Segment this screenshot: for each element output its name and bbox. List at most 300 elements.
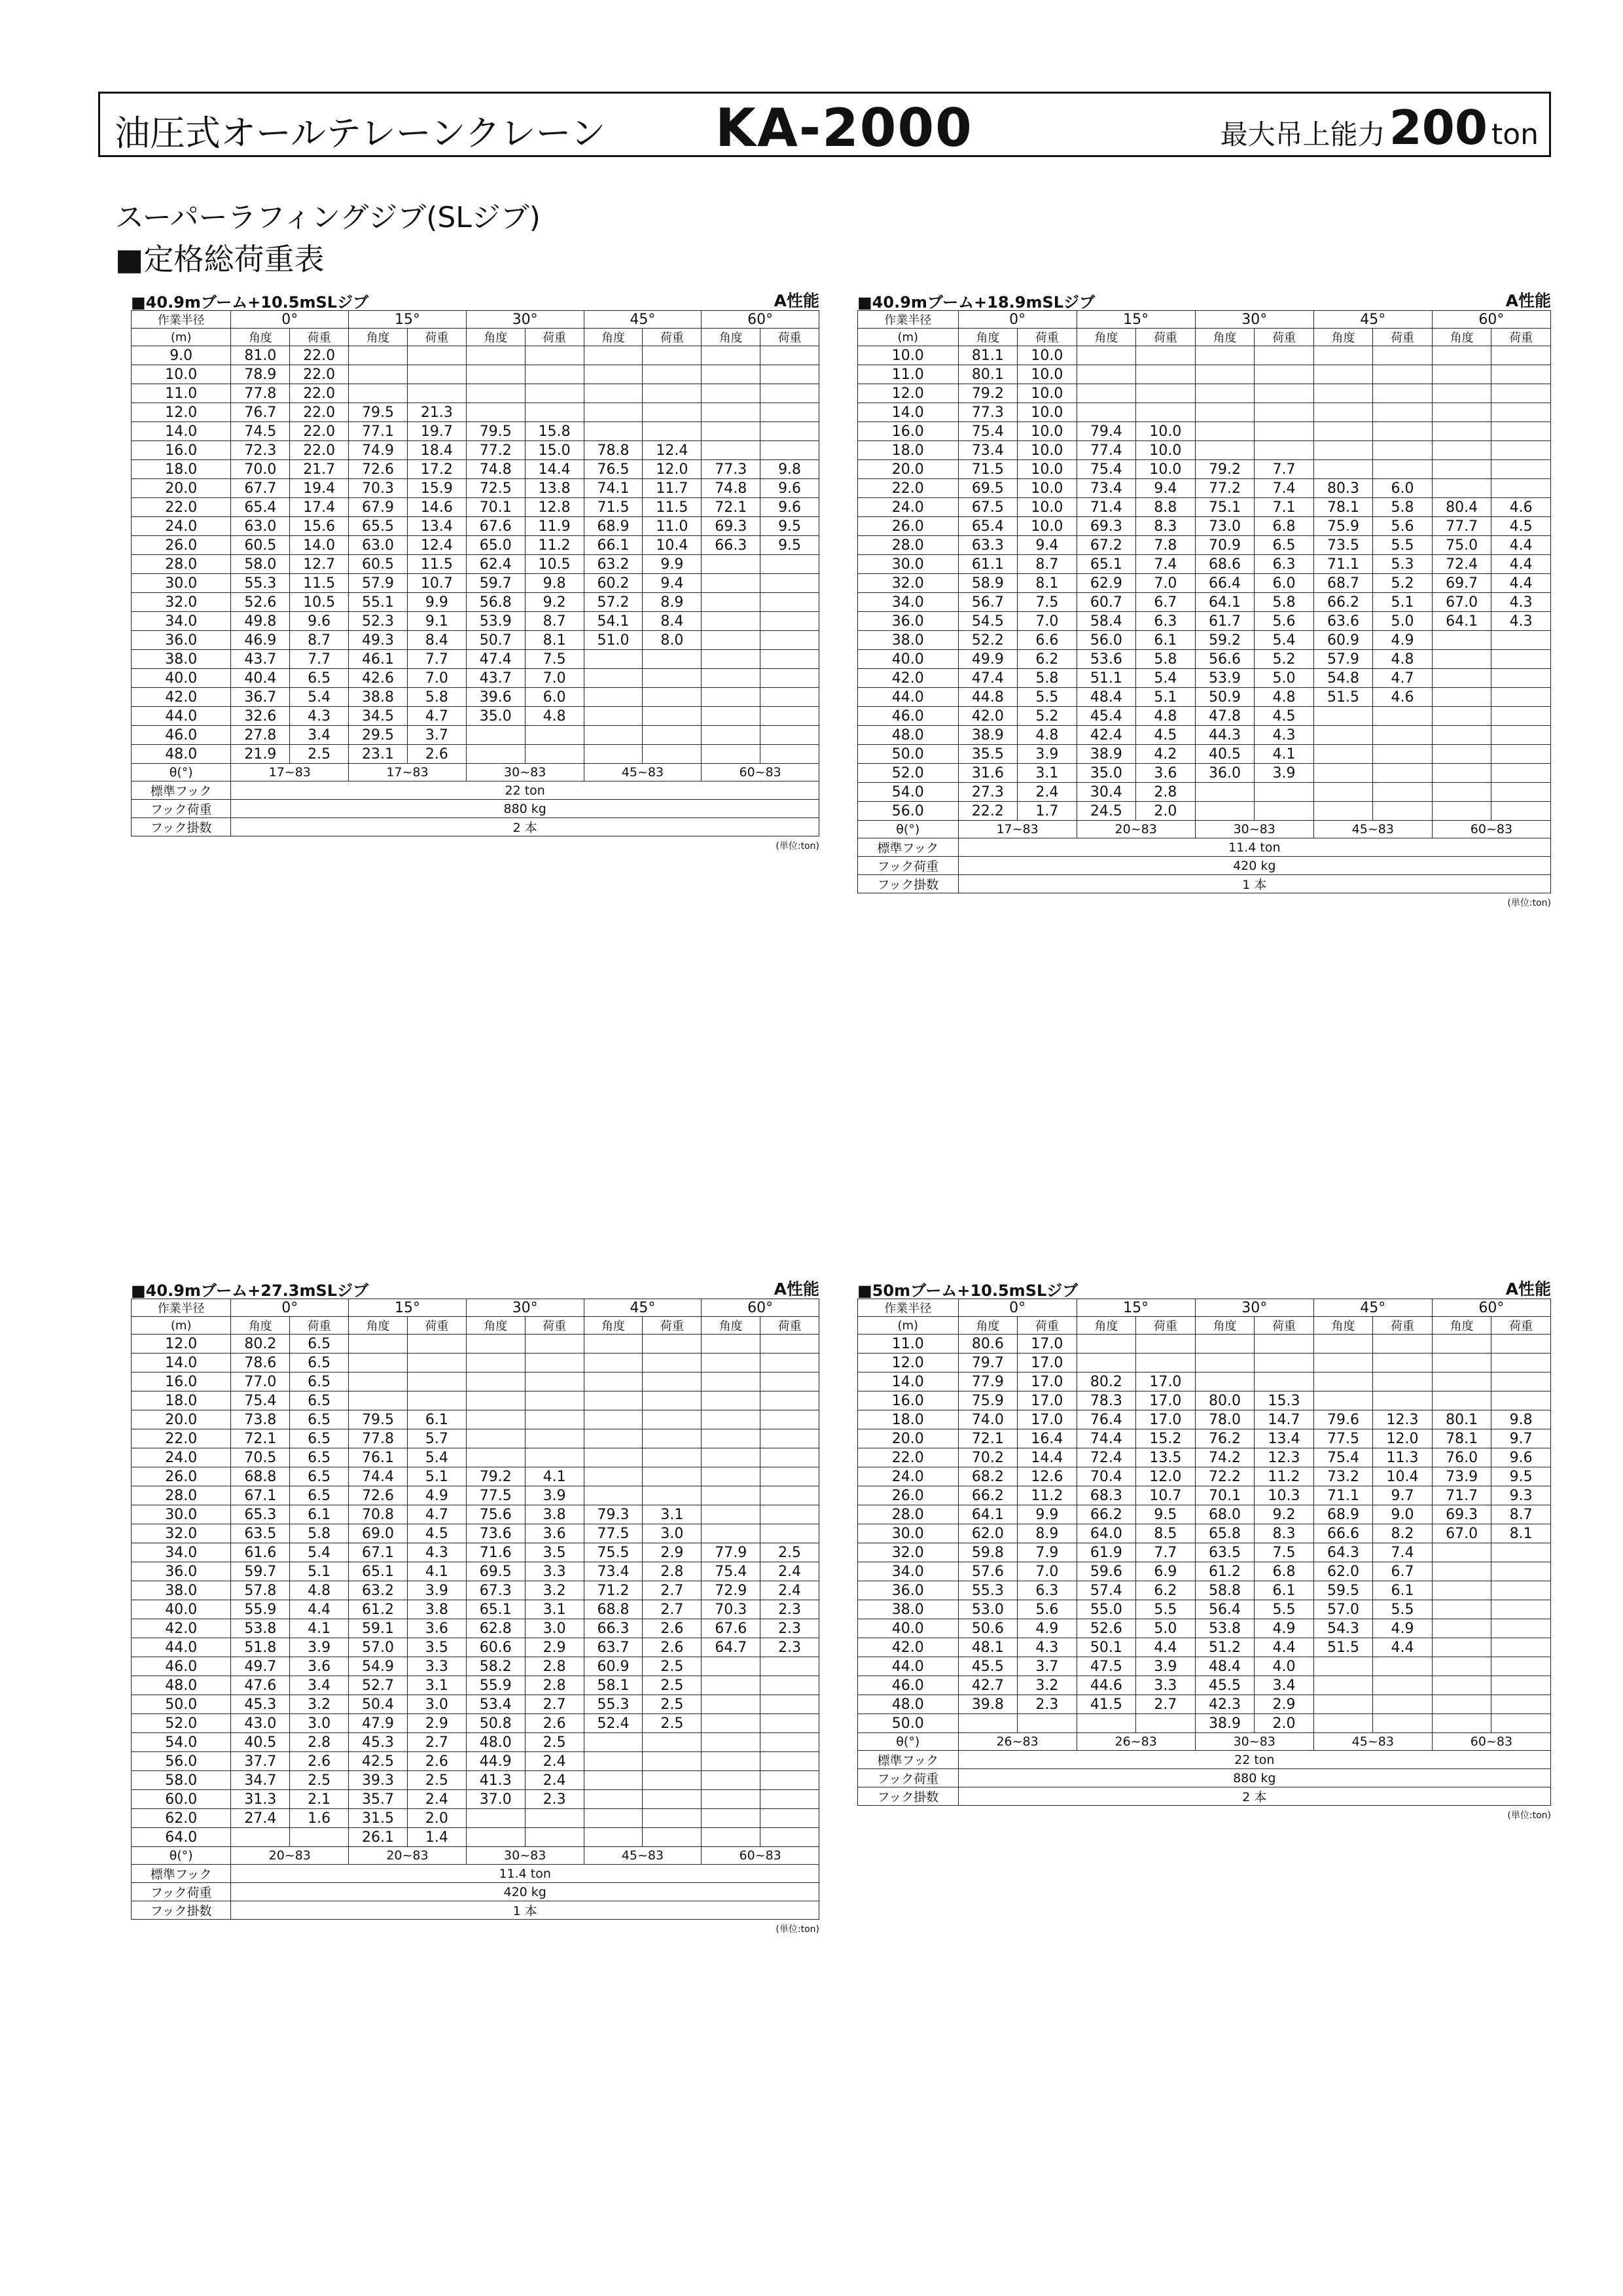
boom-angle-cell (1195, 1354, 1255, 1372)
boom-angle-cell: 73.6 (466, 1524, 525, 1543)
rated-load-cell (525, 365, 584, 384)
rated-load-cell: 4.8 (1255, 688, 1314, 707)
rated-load-cell: 4.4 (1373, 1638, 1433, 1657)
theta-range: 20~83 (1077, 821, 1195, 838)
boom-angle-cell: 78.1 (1313, 498, 1373, 517)
theta-range: 60~83 (1432, 1733, 1550, 1751)
hook-weight-value: 880 kg (231, 800, 819, 818)
boom-angle-cell: 77.3 (958, 403, 1018, 422)
boom-angle-cell: 42.4 (1077, 726, 1136, 745)
rated-load-cell: 4.9 (1018, 1619, 1077, 1638)
rated-load-cell: 8.7 (1491, 1505, 1551, 1524)
boom-angle-cell (466, 1372, 525, 1391)
boom-angle-cell: 51.2 (1195, 1638, 1255, 1657)
rated-load-cell: 2.4 (1018, 783, 1077, 802)
rated-load-cell: 12.0 (1373, 1429, 1433, 1448)
rated-load-cell (525, 1391, 584, 1410)
boom-angle-cell (1432, 1695, 1491, 1714)
rated-load-cell: 4.7 (407, 1505, 466, 1524)
radius-cell: 26.0 (132, 536, 231, 555)
rated-load-cell (760, 593, 819, 612)
rated-load-cell: 1.6 (290, 1809, 349, 1828)
rated-load-cell (525, 346, 584, 365)
hook-weight-value: 420 kg (231, 1883, 819, 1901)
rated-load-cell (1373, 1657, 1433, 1676)
load-column-header: 荷重 (643, 1317, 702, 1335)
radius-cell: 32.0 (858, 574, 959, 593)
boom-angle-cell: 50.4 (349, 1695, 408, 1714)
rated-load-cell: 7.5 (525, 650, 584, 669)
rated-load-cell: 3.1 (525, 1600, 584, 1619)
rated-load-cell: 10.5 (290, 593, 349, 612)
boom-angle-cell: 79.2 (1195, 460, 1255, 479)
rated-load-cell: 9.5 (760, 536, 819, 555)
table-row (132, 1354, 819, 1372)
rated-load-cell (1373, 1676, 1433, 1695)
rated-load-cell: 3.3 (525, 1562, 584, 1581)
boom-angle-cell: 75.9 (1313, 517, 1373, 536)
boom-angle-cell (1432, 1562, 1491, 1581)
hook-count-row (858, 875, 1551, 893)
boom-angle-cell: 68.3 (1077, 1486, 1136, 1505)
table-row (132, 1676, 819, 1695)
boom-angle-cell: 77.0 (231, 1372, 290, 1391)
boom-angle-cell: 67.9 (349, 498, 408, 517)
boom-angle-cell: 75.5 (584, 1543, 643, 1562)
boom-angle-cell: 43.0 (231, 1714, 290, 1733)
table-title-bar (857, 288, 1551, 310)
rated-load-cell (1255, 441, 1314, 460)
rated-load-cell: 5.5 (1255, 1600, 1314, 1619)
rated-load-cell: 3.3 (1136, 1676, 1196, 1695)
boom-angle-cell: 44.8 (958, 688, 1018, 707)
rated-load-cell: 6.7 (1136, 593, 1196, 612)
hook-count-label: フック掛数 (132, 818, 231, 836)
boom-angle-cell: 70.3 (702, 1600, 760, 1619)
rated-load-cell (643, 1486, 702, 1505)
boom-angle-cell (1077, 1354, 1136, 1372)
rated-load-cell (1491, 631, 1551, 650)
boom-angle-cell (584, 688, 643, 707)
rated-load-cell: 11.5 (290, 574, 349, 593)
rated-load-cell: 3.6 (290, 1657, 349, 1676)
table-row (858, 1391, 1551, 1410)
boom-angle-cell (584, 1372, 643, 1391)
boom-angle-cell (702, 1809, 760, 1828)
rated-load-cell (1373, 1335, 1433, 1354)
jib-angle-header: 45° (1313, 311, 1432, 329)
rated-load-cell: 7.1 (1255, 498, 1314, 517)
rated-load-cell (760, 688, 819, 707)
boom-angle-cell (702, 1429, 760, 1448)
rated-load-cell: 9.4 (643, 574, 702, 593)
boom-angle-cell (584, 1354, 643, 1372)
rated-load-cell: 3.9 (1255, 764, 1314, 783)
boom-angle-cell (1077, 1335, 1136, 1354)
angle-column-header: 角度 (702, 329, 760, 346)
jib-angle-header: 45° (584, 1299, 702, 1317)
theta-range: 60~83 (702, 764, 819, 781)
boom-angle-cell (1077, 1714, 1136, 1733)
rated-load-cell (1373, 403, 1433, 422)
rated-load-cell (407, 1335, 466, 1354)
radius-cell: 42.0 (858, 669, 959, 688)
boom-angle-cell (1432, 707, 1491, 726)
radius-cell: 11.0 (858, 1335, 959, 1354)
radius-cell: 48.0 (858, 726, 959, 745)
rated-load-cell (760, 1771, 819, 1790)
boom-angle-cell: 53.6 (1077, 650, 1136, 669)
rated-load-cell: 17.0 (1018, 1354, 1077, 1372)
radius-cell: 28.0 (132, 1486, 231, 1505)
boom-angle-cell (584, 1391, 643, 1410)
radius-cell: 22.0 (132, 498, 231, 517)
boom-angle-cell: 26.1 (349, 1828, 408, 1847)
rated-load-cell: 17.0 (1018, 1335, 1077, 1354)
rated-load-cell: 6.1 (1136, 631, 1196, 650)
jib-angle-header: 15° (349, 311, 467, 329)
boom-angle-cell: 54.3 (1313, 1619, 1373, 1638)
rated-load-cell: 6.5 (290, 1467, 349, 1486)
table-row (858, 1714, 1551, 1733)
rated-load-cell: 2.3 (760, 1600, 819, 1619)
radius-cell: 32.0 (132, 593, 231, 612)
rated-load-cell: 6.5 (290, 1372, 349, 1391)
rated-load-cell: 6.5 (290, 1486, 349, 1505)
radius-cell: 16.0 (132, 441, 231, 460)
rated-load-cell: 17.2 (407, 460, 466, 479)
radius-cell: 48.0 (132, 745, 231, 764)
boom-angle-cell (1313, 403, 1373, 422)
rated-load-cell: 8.0 (643, 631, 702, 650)
radius-cell: 16.0 (858, 1391, 959, 1410)
radius-cell: 20.0 (132, 479, 231, 498)
theta-range: 30~83 (466, 764, 584, 781)
rated-load-cell (1255, 384, 1314, 403)
rated-load-cell (760, 1354, 819, 1372)
rated-load-cell (760, 555, 819, 574)
jib-angle-header: 60° (702, 311, 819, 329)
boom-angle-cell (466, 1335, 525, 1354)
rated-load-cell: 4.2 (1136, 745, 1196, 764)
boom-angle-cell: 52.6 (1077, 1619, 1136, 1638)
theta-range: 26~83 (1077, 1733, 1195, 1751)
jib-subtitle: スーパーラフィングジブ(SLジブ) (115, 201, 541, 234)
boom-angle-cell (702, 1335, 760, 1354)
boom-angle-cell: 51.0 (584, 631, 643, 650)
radius-cell: 34.0 (132, 612, 231, 631)
boom-angle-cell: 68.2 (958, 1467, 1018, 1486)
radius-cell: 12.0 (858, 384, 959, 403)
radius-cell: 50.0 (858, 745, 959, 764)
rated-load-cell (1491, 802, 1551, 821)
boom-angle-cell: 71.1 (1313, 555, 1373, 574)
radius-cell: 36.0 (132, 1562, 231, 1581)
boom-angle-cell: 59.7 (466, 574, 525, 593)
unit-note: (単位:ton) (1507, 1810, 1551, 1821)
boom-angle-cell: 40.5 (1195, 745, 1255, 764)
rated-load-cell (1373, 745, 1433, 764)
radius-cell: 26.0 (858, 1486, 959, 1505)
angle-column-header: 角度 (958, 329, 1018, 346)
rated-load-cell (760, 726, 819, 745)
rated-load-cell: 4.3 (1491, 593, 1551, 612)
radius-cell: 40.0 (132, 669, 231, 688)
boom-angle-cell (702, 1391, 760, 1410)
boom-angle-cell: 63.5 (1195, 1543, 1255, 1562)
load-column-header: 荷重 (525, 329, 584, 346)
boom-angle-cell (1195, 802, 1255, 821)
rated-load-cell: 2.3 (760, 1619, 819, 1638)
rated-load-cell: 4.1 (1255, 745, 1314, 764)
rated-load-cell: 5.7 (407, 1429, 466, 1448)
radius-cell: 20.0 (132, 1410, 231, 1429)
boom-angle-cell (584, 669, 643, 688)
jib-angle-header: 0° (231, 311, 349, 329)
rated-load-cell: 13.4 (1255, 1429, 1314, 1448)
boom-angle-cell: 77.7 (1432, 517, 1491, 536)
boom-angle-cell: 65.1 (349, 1562, 408, 1581)
boom-angle-cell: 72.9 (702, 1581, 760, 1600)
boom-angle-cell (1432, 783, 1491, 802)
rated-load-cell: 3.2 (525, 1581, 584, 1600)
rated-load-cell: 12.4 (407, 536, 466, 555)
boom-angle-cell (1432, 479, 1491, 498)
hook-count-label: フック掛数 (132, 1901, 231, 1920)
boom-angle-cell (1313, 384, 1373, 403)
boom-angle-cell: 56.0 (1077, 631, 1136, 650)
std-hook-label: 標準フック (858, 838, 959, 857)
rated-load-cell: 2.5 (290, 1771, 349, 1790)
rated-load-cell: 6.5 (1255, 536, 1314, 555)
radius-cell: 18.0 (132, 460, 231, 479)
boom-angle-cell (584, 1486, 643, 1505)
table-row (132, 574, 819, 593)
boom-angle-cell: 48.1 (958, 1638, 1018, 1657)
rated-load-cell: 5.1 (407, 1467, 466, 1486)
hook-weight-label: フック荷重 (858, 1769, 959, 1787)
table-row (132, 1657, 819, 1676)
rated-load-cell: 4.8 (525, 707, 584, 726)
boom-angle-cell (1313, 1695, 1373, 1714)
rated-load-cell: 11.5 (643, 498, 702, 517)
hook-count-row (132, 1901, 819, 1920)
rated-load-cell: 3.2 (290, 1695, 349, 1714)
radius-cell: 36.0 (858, 612, 959, 631)
rated-load-cell: 5.4 (290, 688, 349, 707)
boom-angle-cell: 58.8 (1195, 1581, 1255, 1600)
boom-angle-cell: 77.1 (349, 422, 408, 441)
boom-angle-cell: 54.8 (1313, 669, 1373, 688)
rated-load-cell (643, 1771, 702, 1790)
boom-angle-cell: 27.8 (231, 726, 290, 745)
rated-load-cell: 11.3 (1373, 1448, 1433, 1467)
rated-load-cell (1136, 384, 1196, 403)
boom-angle-cell (1313, 764, 1373, 783)
rated-load-cell (643, 365, 702, 384)
angle-column-header: 角度 (466, 329, 525, 346)
table-row (858, 1429, 1551, 1448)
rated-load-cell (1255, 346, 1314, 365)
boom-angle-cell: 71.1 (1313, 1486, 1373, 1505)
rated-load-cell: 9.6 (1491, 1448, 1551, 1467)
rated-load-cell (643, 1790, 702, 1809)
boom-angle-cell (702, 1657, 760, 1676)
radius-cell: 42.0 (858, 1638, 959, 1657)
table-row (132, 346, 819, 365)
rated-load-cell: 17.0 (1018, 1391, 1077, 1410)
boom-angle-cell: 71.7 (1432, 1486, 1491, 1505)
radius-cell: 38.0 (132, 1581, 231, 1600)
jib-angle-header: 45° (1313, 1299, 1432, 1317)
rated-load-cell (1373, 1714, 1433, 1733)
radius-cell: 22.0 (858, 1448, 959, 1467)
rated-load-cell: 9.3 (1491, 1486, 1551, 1505)
boom-angle-cell (584, 1429, 643, 1448)
rated-load-cell: 10.7 (407, 574, 466, 593)
boom-angle-cell: 79.5 (349, 403, 408, 422)
boom-angle-cell: 74.5 (231, 422, 290, 441)
rated-load-cell (760, 403, 819, 422)
boom-angle-cell: 57.0 (1313, 1600, 1373, 1619)
boom-angle-cell: 81.0 (231, 346, 290, 365)
boom-angle-cell: 59.7 (231, 1562, 290, 1581)
radius-cell: 62.0 (132, 1809, 231, 1828)
boom-angle-cell (1313, 441, 1373, 460)
boom-angle-cell (584, 422, 643, 441)
boom-angle-cell: 42.7 (958, 1676, 1018, 1695)
rated-load-cell (643, 1752, 702, 1771)
table-row (858, 707, 1551, 726)
angle-column-header: 角度 (958, 1317, 1018, 1335)
boom-angle-cell: 62.8 (466, 1619, 525, 1638)
rated-load-cell: 6.3 (1136, 612, 1196, 631)
rated-load-cell: 4.9 (1373, 1619, 1433, 1638)
hook-weight-row (858, 1769, 1551, 1787)
boom-angle-cell: 62.0 (1313, 1562, 1373, 1581)
radius-cell: 38.0 (858, 1600, 959, 1619)
boom-angle-cell (1195, 346, 1255, 365)
boom-angle-cell: 68.8 (584, 1600, 643, 1619)
rated-load-cell: 17.0 (1136, 1372, 1196, 1391)
boom-angle-cell (702, 1524, 760, 1543)
rated-load-cell: 9.6 (760, 498, 819, 517)
rated-load-cell (760, 1809, 819, 1828)
theta-label: θ(°) (132, 1847, 231, 1865)
boom-angle-cell (702, 441, 760, 460)
boom-angle-cell: 71.2 (584, 1581, 643, 1600)
boom-angle-cell (1432, 1638, 1491, 1657)
rated-load-cell: 3.3 (407, 1657, 466, 1676)
boom-angle-cell (349, 346, 408, 365)
boom-angle-cell: 67.5 (958, 498, 1018, 517)
angle-column-header: 角度 (231, 1317, 290, 1335)
hook-count-row (132, 818, 819, 836)
boom-angle-cell: 79.6 (1313, 1410, 1373, 1429)
boom-angle-cell (1313, 783, 1373, 802)
boom-angle-cell (1077, 403, 1136, 422)
rated-load-cell: 2.7 (1136, 1695, 1196, 1714)
rated-load-cell (760, 346, 819, 365)
boom-angle-cell: 51.1 (1077, 669, 1136, 688)
rated-load-cell (760, 745, 819, 764)
boom-angle-cell: 45.4 (1077, 707, 1136, 726)
boom-angle-cell: 67.7 (231, 479, 290, 498)
rated-load-cell (1255, 802, 1314, 821)
std-hook-value: 11.4 ton (231, 1865, 819, 1883)
radius-cell: 10.0 (132, 365, 231, 384)
table-row (132, 1771, 819, 1790)
rated-load-cell: 9.1 (407, 612, 466, 631)
boom-angle-cell: 73.4 (1077, 479, 1136, 498)
rated-load-cell: 4.9 (1373, 631, 1433, 650)
boom-angle-cell (1432, 403, 1491, 422)
table-row (132, 707, 819, 726)
rated-load-cell (643, 1354, 702, 1372)
boom-angle-cell (1432, 1657, 1491, 1676)
rated-load-cell: 11.9 (525, 517, 584, 536)
rated-load-cell (643, 688, 702, 707)
load-column-header: 荷重 (1018, 1317, 1077, 1335)
table-row (858, 1695, 1551, 1714)
load-column-header: 荷重 (760, 1317, 819, 1335)
boom-angle-cell: 58.9 (958, 574, 1018, 593)
rated-load-cell: 2.4 (525, 1771, 584, 1790)
boom-angle-cell: 27.3 (958, 783, 1018, 802)
boom-angle-cell: 69.5 (958, 479, 1018, 498)
rated-load-cell (1255, 1335, 1314, 1354)
table-row (858, 669, 1551, 688)
boom-angle-cell: 57.4 (1077, 1581, 1136, 1600)
boom-angle-cell: 66.3 (584, 1619, 643, 1638)
boom-angle-cell: 42.0 (958, 707, 1018, 726)
rated-load-cell: 9.8 (1491, 1410, 1551, 1429)
boom-angle-cell (584, 1733, 643, 1752)
boom-angle-cell: 53.4 (466, 1695, 525, 1714)
boom-angle-cell (1195, 384, 1255, 403)
boom-angle-cell (702, 707, 760, 726)
boom-angle-cell: 77.5 (466, 1486, 525, 1505)
rated-load-cell: 13.8 (525, 479, 584, 498)
boom-angle-cell: 49.7 (231, 1657, 290, 1676)
radius-cell: 30.0 (858, 555, 959, 574)
rated-load-cell: 12.4 (643, 441, 702, 460)
load-column-header: 荷重 (407, 329, 466, 346)
boom-angle-cell: 54.1 (584, 612, 643, 631)
boom-angle-cell (1313, 1391, 1373, 1410)
hook-weight-label: フック荷重 (132, 800, 231, 818)
boom-angle-cell (1195, 365, 1255, 384)
capacity-unit: ton (1491, 118, 1539, 151)
angle-column-header: 角度 (1195, 1317, 1255, 1335)
rated-load-cell: 5.8 (1136, 650, 1196, 669)
rated-load-cell (525, 1809, 584, 1828)
boom-angle-cell: 77.4 (1077, 441, 1136, 460)
table-row (132, 460, 819, 479)
boom-angle-cell (702, 1467, 760, 1486)
rated-load-cell: 4.9 (407, 1486, 466, 1505)
rated-load-cell: 9.7 (1491, 1429, 1551, 1448)
rated-load-cell (1491, 707, 1551, 726)
rated-load-cell: 5.2 (1373, 574, 1433, 593)
theta-range: 45~83 (584, 764, 702, 781)
table-row (858, 536, 1551, 555)
hook-count-value: 2 本 (231, 818, 819, 836)
radius-cell: 16.0 (858, 422, 959, 441)
boom-angle-cell: 70.0 (231, 460, 290, 479)
jib-angle-header: 15° (349, 1299, 467, 1317)
radius-cell: 44.0 (132, 1638, 231, 1657)
